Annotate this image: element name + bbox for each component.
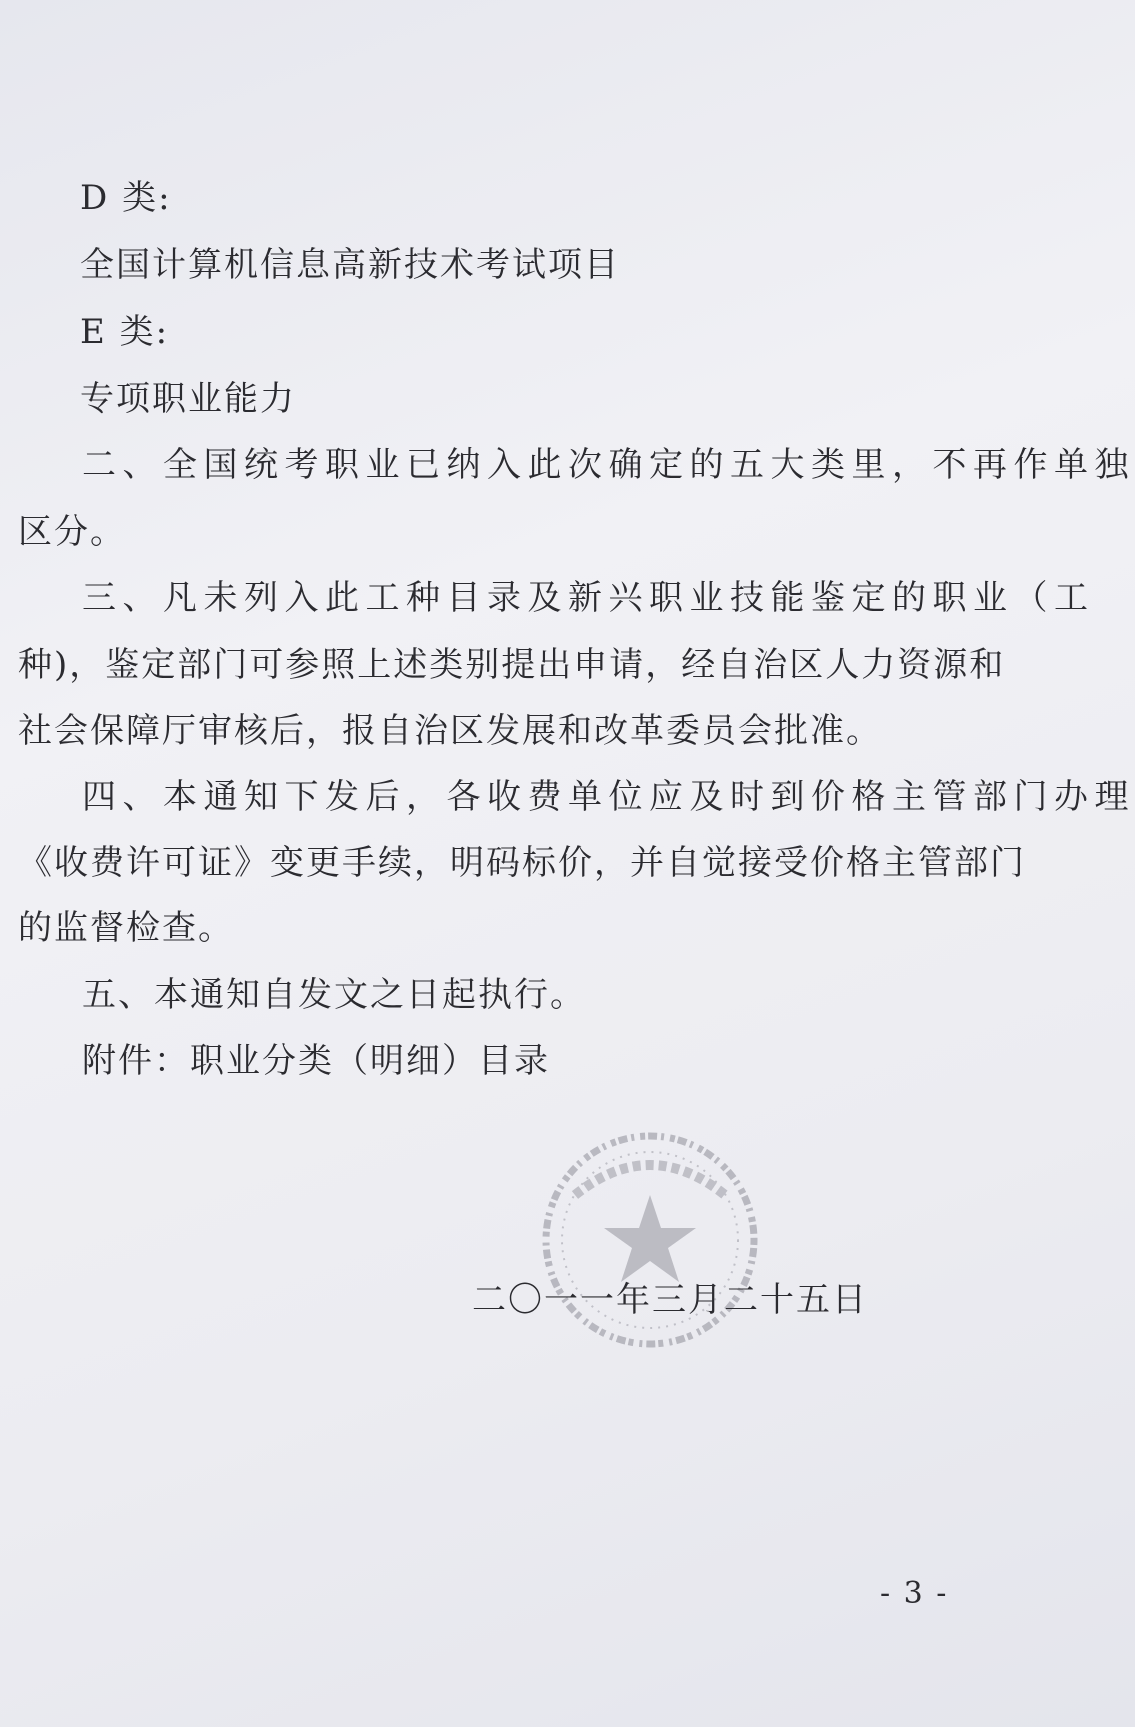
attachment-line: 附件：职业分类（明细）目录 bbox=[82, 1041, 550, 1081]
page-number: - 3 - bbox=[880, 1576, 949, 1611]
issue-date: 二〇一一年三月二十五日 bbox=[472, 1280, 868, 1320]
paragraph-4-line-3: 的监督检查。 bbox=[18, 908, 234, 948]
paragraph-3-line-2: 种)，鉴定部门可参照上述类别提出申请，经自治区人力资源和 bbox=[18, 645, 1006, 685]
category-d-item: 全国计算机信息高新技术考试项目 bbox=[80, 245, 620, 285]
paragraph-2-line-2: 区分。 bbox=[18, 512, 126, 552]
paragraph-3-line-3: 社会保障厅审核后，报自治区发展和改革委员会批准。 bbox=[18, 711, 882, 751]
paragraph-4-line-1: 四、本通知下发后，各收费单位应及时到价格主管部门办理 bbox=[82, 777, 1135, 817]
category-e-item: 专项职业能力 bbox=[80, 379, 296, 419]
paragraph-3-line-1: 三、凡未列入此工种目录及新兴职业技能鉴定的职业（工 bbox=[82, 578, 1095, 618]
official-seal-icon bbox=[535, 1125, 765, 1355]
paragraph-4-line-2: 《收费许可证》变更手续，明码标价，并自觉接受价格主管部门 bbox=[18, 843, 1026, 883]
paragraph-5: 五、本通知自发文之日起执行。 bbox=[82, 975, 586, 1015]
category-e-heading: E 类: bbox=[80, 312, 170, 352]
paragraph-2-line-1: 二、全国统考职业已纳入此次确定的五大类里，不再作单独 bbox=[82, 445, 1135, 485]
category-d-heading: D 类: bbox=[80, 178, 172, 218]
